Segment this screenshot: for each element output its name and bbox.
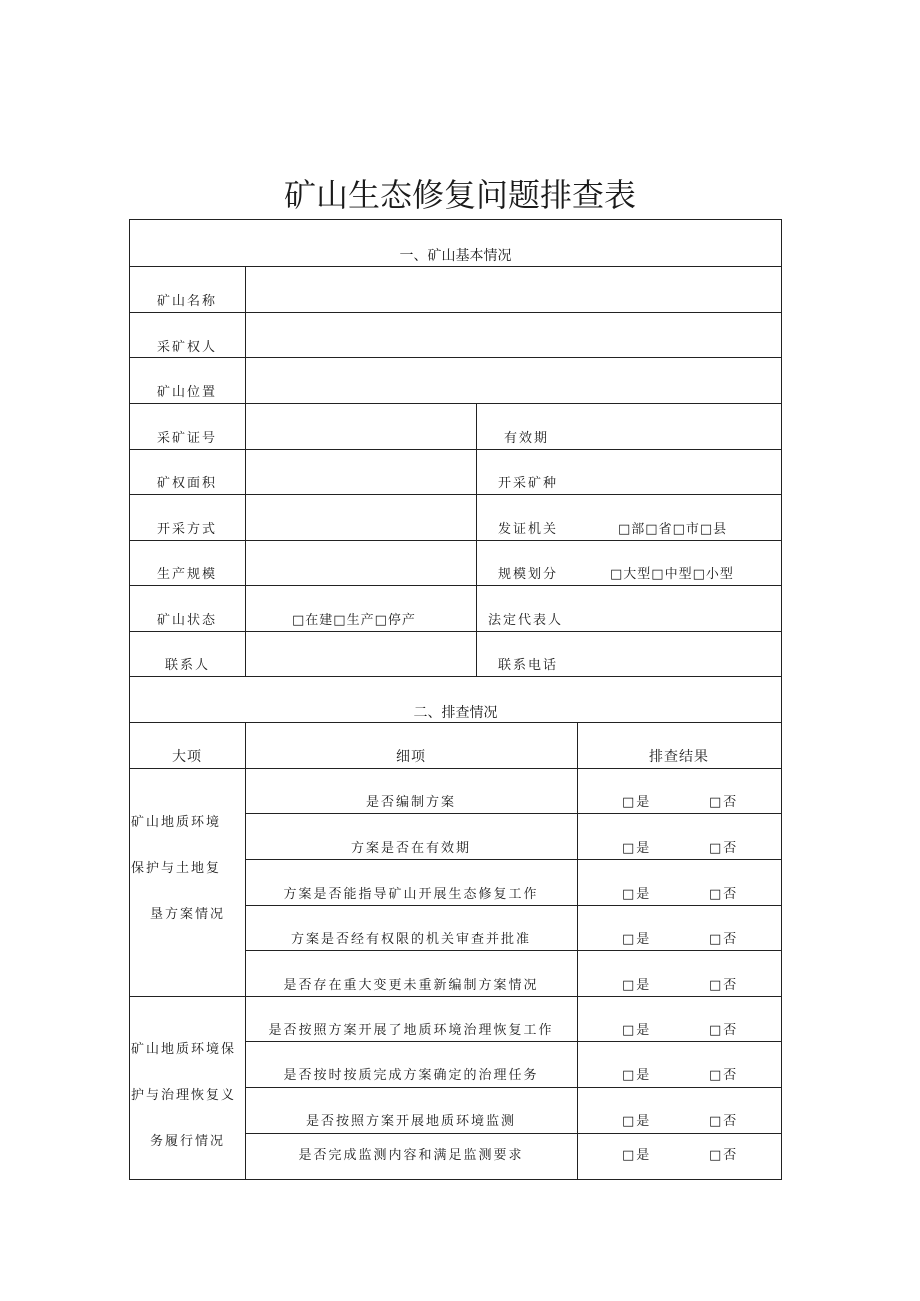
no-checkbox[interactable]: □否	[709, 1148, 739, 1163]
table-border-bottom	[129, 1179, 782, 1180]
yes-checkbox[interactable]: □是	[622, 1068, 652, 1083]
contact-label: 联系人	[165, 658, 211, 673]
holder-label: 采矿权人	[157, 340, 218, 355]
no-checkbox[interactable]: □否	[709, 795, 739, 810]
check-item: 是否按照方案开展了地质环境治理恢复工作	[268, 1023, 554, 1038]
validity-label: 有效期	[504, 431, 550, 446]
column-divider	[245, 722, 246, 1179]
table-border-right	[781, 219, 782, 1179]
column-divider	[245, 266, 246, 676]
section-heading-inspection: 二、排查情况	[413, 705, 498, 721]
group1-title-line: 保护与土地复	[131, 861, 222, 876]
group1-title-line: 矿山地质环境	[131, 815, 222, 830]
row-divider	[245, 1087, 782, 1088]
no-checkbox[interactable]: □否	[709, 887, 739, 902]
no-checkbox[interactable]: □否	[709, 841, 739, 856]
check-item: 是否完成监测内容和满足监测要求	[298, 1148, 524, 1163]
group2-title-line: 矿山地质环境保	[131, 1042, 237, 1057]
yes-checkbox[interactable]: □是	[622, 795, 652, 810]
yes-checkbox[interactable]: □是	[622, 978, 652, 993]
license-no-label: 采矿证号	[157, 431, 218, 446]
issuer-options[interactable]: □部□省□市□县	[618, 522, 728, 537]
check-item: 是否按照方案开展地质环境监测	[305, 1114, 516, 1129]
legal-rep-label: 法定代表人	[488, 613, 564, 628]
location-label: 矿山位置	[157, 385, 218, 400]
row-divider	[129, 312, 782, 313]
issuer-label: 发证机关	[498, 522, 559, 537]
no-checkbox[interactable]: □否	[709, 932, 739, 947]
area-label: 矿权面积	[157, 476, 218, 491]
mine-name-label: 矿山名称	[157, 294, 218, 309]
col-header-result: 排查结果	[649, 749, 709, 765]
phone-label: 联系电话	[498, 658, 559, 673]
group2-title-line: 护与治理恢复义	[131, 1088, 237, 1103]
col-header-detail: 细项	[396, 749, 426, 765]
status-label: 矿山状态	[157, 613, 218, 628]
method-label: 开采方式	[157, 522, 218, 537]
check-item: 方案是否在有效期	[350, 841, 471, 856]
mineral-label: 开采矿种	[498, 476, 559, 491]
page-title: 矿山生态修复问题排查表	[283, 176, 636, 214]
row-divider	[245, 859, 782, 860]
no-checkbox[interactable]: □否	[709, 1068, 739, 1083]
check-item: 是否存在重大变更未重新编制方案情况	[283, 978, 539, 993]
row-divider	[129, 585, 782, 586]
row-divider	[129, 676, 782, 677]
row-divider	[129, 631, 782, 632]
row-divider	[129, 540, 782, 541]
scale-class-options[interactable]: □大型□中型□小型	[610, 567, 734, 582]
row-divider	[129, 403, 782, 404]
row-divider	[129, 768, 782, 769]
row-divider	[129, 494, 782, 495]
row-divider	[129, 722, 782, 723]
no-checkbox[interactable]: □否	[709, 978, 739, 993]
row-divider	[245, 813, 782, 814]
row-divider	[245, 950, 782, 951]
no-checkbox[interactable]: □否	[709, 1114, 739, 1129]
scale-label: 生产规模	[157, 567, 218, 582]
column-divider	[577, 722, 578, 1179]
status-options[interactable]: □在建□生产□停产	[292, 613, 416, 628]
check-item: 是否编制方案	[365, 795, 456, 810]
no-checkbox[interactable]: □否	[709, 1023, 739, 1038]
group1-title-line: 垦方案情况	[150, 907, 226, 922]
section-heading-basic: 一、矿山基本情况	[399, 248, 512, 264]
check-item: 方案是否经有权限的机关审查并批准	[290, 932, 531, 947]
table-border-left	[129, 219, 130, 1179]
row-divider	[245, 1133, 782, 1134]
row-divider	[245, 905, 782, 906]
row-divider	[129, 996, 782, 997]
yes-checkbox[interactable]: □是	[622, 1148, 652, 1163]
yes-checkbox[interactable]: □是	[622, 841, 652, 856]
row-divider	[129, 357, 782, 358]
check-item: 方案是否能指导矿山开展生态修复工作	[283, 887, 539, 902]
yes-checkbox[interactable]: □是	[622, 887, 652, 902]
check-item: 是否按时按质完成方案确定的治理任务	[283, 1068, 539, 1083]
yes-checkbox[interactable]: □是	[622, 932, 652, 947]
col-header-major: 大项	[172, 749, 202, 765]
table-border-top	[129, 219, 782, 220]
row-divider	[245, 1041, 782, 1042]
row-divider	[129, 449, 782, 450]
group2-title-line: 务履行情况	[150, 1134, 226, 1149]
yes-checkbox[interactable]: □是	[622, 1114, 652, 1129]
yes-checkbox[interactable]: □是	[622, 1023, 652, 1038]
column-divider	[476, 403, 477, 676]
scale-class-label: 规模划分	[498, 567, 559, 582]
row-divider	[129, 266, 782, 267]
